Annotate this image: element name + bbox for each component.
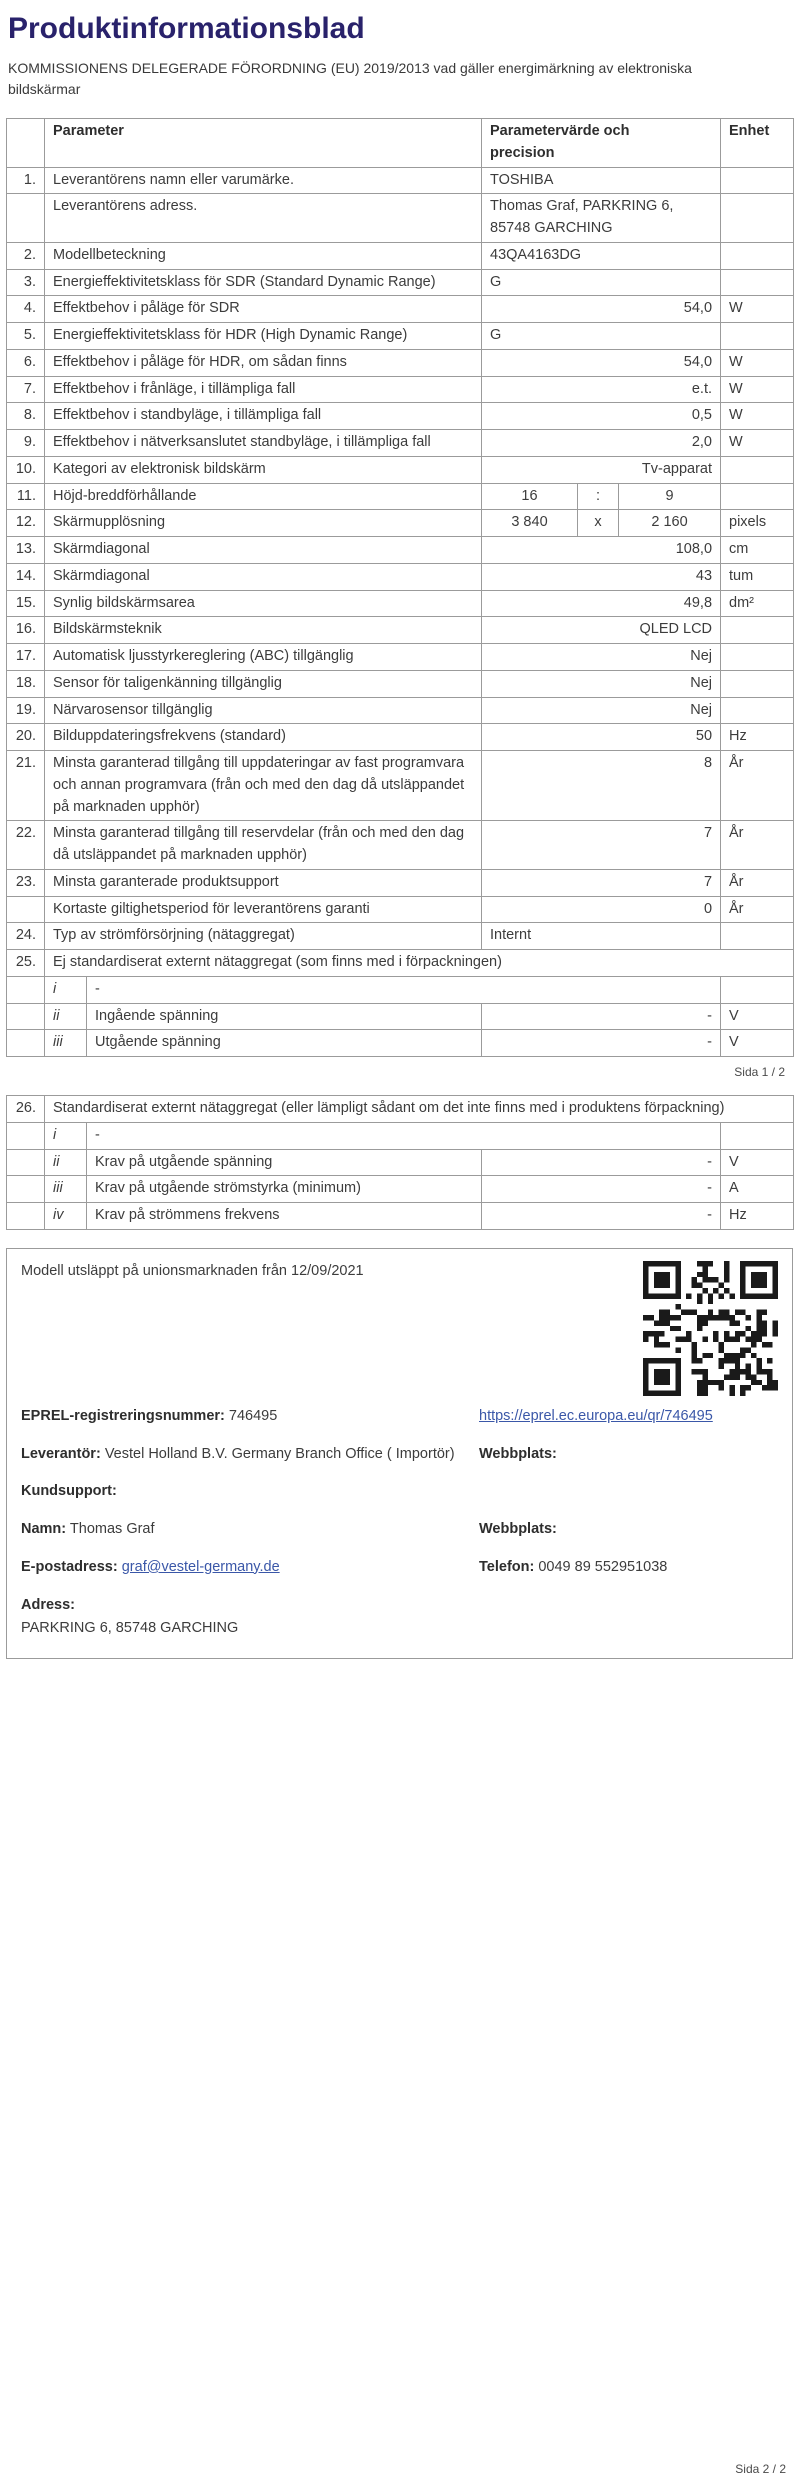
supplier-label: Leverantör: bbox=[21, 1445, 101, 1462]
table-row bbox=[7, 483, 794, 510]
eprel-number: 746495 bbox=[228, 1407, 278, 1424]
parameter-cell: Minsta garanterade produktsupport bbox=[45, 869, 482, 896]
table-row bbox=[7, 430, 794, 457]
table-row bbox=[7, 1176, 794, 1203]
unit-cell: År bbox=[721, 869, 794, 896]
value-cell: 0 bbox=[482, 896, 721, 923]
value-cell: 54,0 bbox=[482, 349, 721, 376]
value-cell: Thomas Graf, PARKRING 6, 85748 GARCHING bbox=[482, 194, 721, 243]
unit-cell bbox=[721, 167, 794, 194]
value-cell: 43 bbox=[482, 563, 721, 590]
table-row bbox=[7, 242, 794, 269]
unit-cell: pixels bbox=[721, 510, 794, 537]
unit-cell: W bbox=[721, 430, 794, 457]
address-label: Adress: bbox=[21, 1596, 75, 1613]
phone-row bbox=[479, 1557, 778, 1579]
value-cell: 9 bbox=[619, 483, 721, 510]
table-row bbox=[7, 456, 794, 483]
table-row bbox=[7, 1149, 794, 1176]
table-row bbox=[7, 296, 794, 323]
unit-cell bbox=[721, 976, 794, 1003]
table-row bbox=[7, 194, 794, 243]
row-number-cell: 12. bbox=[7, 510, 45, 537]
spacer bbox=[6, 1230, 793, 1246]
table-row bbox=[7, 697, 794, 724]
table-row bbox=[7, 1203, 794, 1230]
table-row bbox=[7, 349, 794, 376]
parameter-cell: Leverantörens adress. bbox=[45, 194, 482, 243]
table-row bbox=[7, 376, 794, 403]
header-parameter: Parameter bbox=[45, 119, 482, 168]
parameter-table-page2 bbox=[6, 1095, 794, 1230]
table-row bbox=[7, 1096, 794, 1123]
row-number-cell: 25. bbox=[7, 950, 45, 977]
parameter-cell: Sensor för taligenkänning tillgänglig bbox=[45, 670, 482, 697]
phone-label: Telefon: bbox=[479, 1558, 535, 1575]
parameter-cell: Effektbehov i standbyläge, i tillämpliga fall bbox=[45, 403, 482, 430]
table-row bbox=[7, 923, 794, 950]
unit-cell: År bbox=[721, 821, 794, 870]
unit-cell: År bbox=[721, 751, 794, 821]
supplier-name: Vestel Holland B.V. Germany Branch Office ( Importör) bbox=[104, 1445, 455, 1462]
unit-cell bbox=[721, 194, 794, 243]
unit-cell bbox=[721, 644, 794, 671]
row-number-cell bbox=[7, 976, 45, 1003]
value-cell: - bbox=[87, 1122, 721, 1149]
value-cell: 50 bbox=[482, 724, 721, 751]
table-row bbox=[7, 670, 794, 697]
table-header-row bbox=[7, 119, 794, 168]
table-row bbox=[7, 724, 794, 751]
value-cell: 2 160 bbox=[619, 510, 721, 537]
row-number-cell: 6. bbox=[7, 349, 45, 376]
row-number-cell bbox=[7, 1203, 45, 1230]
eprel-label: EPREL-registreringsnummer: bbox=[21, 1407, 225, 1424]
unit-cell bbox=[721, 323, 794, 350]
header-unit: Enhet bbox=[721, 119, 794, 168]
row-number-cell: 19. bbox=[7, 697, 45, 724]
regulation-subtitle: KOMMISSIONENS DELEGERADE FÖRORDNING (EU) 2019/2013 vad gäller energimärkning av elektroniska bildskärmar bbox=[8, 60, 692, 97]
value-cell: 2,0 bbox=[482, 430, 721, 457]
row-number-cell: 21. bbox=[7, 751, 45, 821]
value-cell: 43QA4163DG bbox=[482, 242, 721, 269]
table-row bbox=[7, 896, 794, 923]
value-cell: 54,0 bbox=[482, 296, 721, 323]
row-number-cell bbox=[7, 896, 45, 923]
value-cell: - bbox=[482, 1149, 721, 1176]
table-row bbox=[7, 403, 794, 430]
eprel-link[interactable]: https://eprel.ec.europa.eu/qr/746495 bbox=[479, 1407, 713, 1424]
row-number-cell: 3. bbox=[7, 269, 45, 296]
row-number-cell: 9. bbox=[7, 430, 45, 457]
row-number-cell: 11. bbox=[7, 483, 45, 510]
value-separator-cell: : bbox=[578, 483, 619, 510]
unit-cell bbox=[721, 923, 794, 950]
value-cell: - bbox=[482, 1176, 721, 1203]
row-number-cell bbox=[7, 1149, 45, 1176]
value-cell: TOSHIBA bbox=[482, 167, 721, 194]
page1-footer: Sida 1 / 2 bbox=[734, 1065, 785, 1079]
unit-cell bbox=[721, 1122, 794, 1149]
roman-numeral-cell: iii bbox=[45, 1176, 87, 1203]
qr-code bbox=[479, 1261, 778, 1396]
unit-cell: Hz bbox=[721, 724, 794, 751]
value-cell: 7 bbox=[482, 869, 721, 896]
row-number-cell bbox=[7, 194, 45, 243]
email-link[interactable]: graf@vestel-germany.de bbox=[121, 1558, 280, 1575]
unit-cell: V bbox=[721, 1030, 794, 1057]
parameter-cell: Skärmupplösning bbox=[45, 510, 482, 537]
table-row bbox=[7, 751, 794, 821]
row-number-cell: 4. bbox=[7, 296, 45, 323]
row-number-cell: 20. bbox=[7, 724, 45, 751]
parameter-cell: Typ av strömförsörjning (nätaggregat) bbox=[45, 923, 482, 950]
row-number-cell: 10. bbox=[7, 456, 45, 483]
row-number-cell: 23. bbox=[7, 869, 45, 896]
value-cell: QLED LCD bbox=[482, 617, 721, 644]
parameter-cell: Krav på utgående strömstyrka (minimum) bbox=[87, 1176, 482, 1203]
value-cell: 108,0 bbox=[482, 537, 721, 564]
value-cell: - bbox=[482, 1203, 721, 1230]
row-number-cell: 18. bbox=[7, 670, 45, 697]
value-cell: - bbox=[87, 976, 721, 1003]
unit-cell bbox=[721, 617, 794, 644]
row-number-cell: 26. bbox=[7, 1096, 45, 1123]
parameter-cell: Minsta garanterad tillgång till reservdelar (från och med den dag då utsläppandet på marknaden upphör) bbox=[45, 821, 482, 870]
parameter-cell: Effektbehov i påläge för SDR bbox=[45, 296, 482, 323]
unit-cell: dm² bbox=[721, 590, 794, 617]
table-row bbox=[7, 821, 794, 870]
section-label-cell: Ej standardiserat externt nätaggregat (som finns med i förpackningen) bbox=[45, 950, 794, 977]
table-row bbox=[7, 167, 794, 194]
table-row bbox=[7, 617, 794, 644]
row-number-cell bbox=[7, 1176, 45, 1203]
email-label: E-postadress: bbox=[21, 1558, 118, 1575]
parameter-cell: Bildskärmsteknik bbox=[45, 617, 482, 644]
contact-name: Thomas Graf bbox=[69, 1521, 155, 1537]
table-row bbox=[7, 1003, 794, 1030]
header-number-cell bbox=[7, 119, 45, 168]
roman-numeral-cell: i bbox=[45, 1122, 87, 1149]
row-number-cell: 13. bbox=[7, 537, 45, 564]
parameter-cell: Kategori av elektronisk bildskärm bbox=[45, 456, 482, 483]
value-cell: e.t. bbox=[482, 376, 721, 403]
row-number-cell: 14. bbox=[7, 563, 45, 590]
table-row bbox=[7, 869, 794, 896]
value-separator-cell: x bbox=[578, 510, 619, 537]
unit-cell bbox=[721, 456, 794, 483]
row-number-cell: 5. bbox=[7, 323, 45, 350]
roman-numeral-cell: i bbox=[45, 976, 87, 1003]
table-row bbox=[7, 537, 794, 564]
parameter-cell: Kortaste giltighetsperiod för leverantörens garanti bbox=[45, 896, 482, 923]
table-row bbox=[7, 644, 794, 671]
phone-number: 0049 89 552951038 bbox=[538, 1558, 668, 1575]
parameter-cell: Energieffektivitetsklass för HDR (High Dynamic Range) bbox=[45, 323, 482, 350]
value-cell: Nej bbox=[482, 644, 721, 671]
parameter-cell: Skärmdiagonal bbox=[45, 537, 482, 564]
parameter-table-page1 bbox=[6, 118, 794, 1057]
parameter-cell: Närvarosensor tillgänglig bbox=[45, 697, 482, 724]
value-cell: 7 bbox=[482, 821, 721, 870]
parameter-cell: Effektbehov i nätverksanslutet standbyläge, i tillämpliga fall bbox=[45, 430, 482, 457]
row-number-cell: 16. bbox=[7, 617, 45, 644]
unit-cell: cm bbox=[721, 537, 794, 564]
table-row bbox=[7, 976, 794, 1003]
email-row bbox=[21, 1557, 479, 1579]
row-number-cell: 15. bbox=[7, 590, 45, 617]
table-row bbox=[7, 590, 794, 617]
roman-numeral-cell: iii bbox=[45, 1030, 87, 1057]
unit-cell: A bbox=[721, 1176, 794, 1203]
parameter-cell: Krav på utgående spänning bbox=[87, 1149, 482, 1176]
value-cell: 16 bbox=[482, 483, 578, 510]
page2-footer: Sida 2 / 2 bbox=[735, 2462, 786, 2476]
parameter-cell: Leverantörens namn eller varumärke. bbox=[45, 167, 482, 194]
parameter-cell: Bilduppdateringsfrekvens (standard) bbox=[45, 724, 482, 751]
unit-cell: W bbox=[721, 296, 794, 323]
parameter-cell: Ingående spänning bbox=[87, 1003, 482, 1030]
parameter-cell: Modellbeteckning bbox=[45, 242, 482, 269]
supplier-row bbox=[21, 1444, 479, 1466]
website-label-2: Webbplats: bbox=[479, 1521, 557, 1537]
unit-cell bbox=[721, 697, 794, 724]
row-number-cell: 2. bbox=[7, 242, 45, 269]
value-cell: 8 bbox=[482, 751, 721, 821]
address-value: PARKRING 6, 85748 GARCHING bbox=[21, 1620, 239, 1637]
parameter-cell: Effektbehov i frånläge, i tillämpliga fall bbox=[45, 376, 482, 403]
unit-cell: W bbox=[721, 403, 794, 430]
value-cell: - bbox=[482, 1003, 721, 1030]
value-cell: 3 840 bbox=[482, 510, 578, 537]
roman-numeral-cell: iv bbox=[45, 1203, 87, 1230]
row-number-cell: 17. bbox=[7, 644, 45, 671]
parameter-cell: Automatisk ljusstyrkereglering (ABC) tillgänglig bbox=[45, 644, 482, 671]
table-row bbox=[7, 323, 794, 350]
parameter-cell: Skärmdiagonal bbox=[45, 563, 482, 590]
unit-cell bbox=[721, 483, 794, 510]
address-row bbox=[21, 1595, 479, 1641]
website-label-1: Webbplats: bbox=[479, 1445, 557, 1462]
value-cell: Nej bbox=[482, 697, 721, 724]
parameter-cell: Minsta garanterad tillgång till uppdateringar av fast programvara och annan programvara (från och med den dag då utsläppandet på marknaden upphör) bbox=[45, 751, 482, 821]
unit-cell: Hz bbox=[721, 1203, 794, 1230]
roman-numeral-cell: ii bbox=[45, 1003, 87, 1030]
value-cell: 0,5 bbox=[482, 403, 721, 430]
value-cell: 49,8 bbox=[482, 590, 721, 617]
unit-cell: W bbox=[721, 349, 794, 376]
parameter-cell: Energieffektivitetsklass för SDR (Standard Dynamic Range) bbox=[45, 269, 482, 296]
parameter-cell: Höjd-breddförhållande bbox=[45, 483, 482, 510]
eprel-registration bbox=[21, 1406, 479, 1428]
supplier-info-box bbox=[6, 1248, 793, 1659]
market-release-text: Modell utsläppt på unionsmarknaden från 12/09/2021 bbox=[21, 1262, 364, 1279]
contact-name-row bbox=[21, 1519, 479, 1541]
value-cell: Tv-apparat bbox=[482, 456, 721, 483]
value-cell: G bbox=[482, 269, 721, 296]
unit-cell: V bbox=[721, 1003, 794, 1030]
unit-cell: tum bbox=[721, 563, 794, 590]
value-cell: G bbox=[482, 323, 721, 350]
page-title: Produktinformationsblad bbox=[8, 12, 365, 45]
row-number-cell: 24. bbox=[7, 923, 45, 950]
section-label-cell: Standardiserat externt nätaggregat (eller lämpligt sådant om det inte finns med i produktens förpackning) bbox=[45, 1096, 794, 1123]
value-cell: - bbox=[482, 1030, 721, 1057]
parameter-cell: Krav på strömmens frekvens bbox=[87, 1203, 482, 1230]
table-row bbox=[7, 563, 794, 590]
row-number-cell bbox=[7, 1122, 45, 1149]
parameter-cell: Synlig bildskärmsarea bbox=[45, 590, 482, 617]
row-number-cell: 1. bbox=[7, 167, 45, 194]
unit-cell bbox=[721, 269, 794, 296]
unit-cell bbox=[721, 670, 794, 697]
parameter-cell: Utgående spänning bbox=[87, 1030, 482, 1057]
header-value: Parametervärde och precision bbox=[482, 119, 721, 168]
unit-cell: V bbox=[721, 1149, 794, 1176]
roman-numeral-cell: ii bbox=[45, 1149, 87, 1176]
unit-cell bbox=[721, 242, 794, 269]
name-label: Namn: bbox=[21, 1521, 67, 1537]
value-cell: Nej bbox=[482, 670, 721, 697]
row-number-cell bbox=[7, 1030, 45, 1057]
table-row bbox=[7, 1030, 794, 1057]
row-number-cell: 8. bbox=[7, 403, 45, 430]
unit-cell: År bbox=[721, 896, 794, 923]
customer-support-label: Kundsupport: bbox=[21, 1483, 117, 1500]
table-row bbox=[7, 1122, 794, 1149]
parameter-cell: Effektbehov i påläge för HDR, om sådan finns bbox=[45, 349, 482, 376]
unit-cell: W bbox=[721, 376, 794, 403]
table-row bbox=[7, 510, 794, 537]
row-number-cell: 7. bbox=[7, 376, 45, 403]
value-cell: Internt bbox=[482, 923, 721, 950]
row-number-cell: 22. bbox=[7, 821, 45, 870]
table-row bbox=[7, 269, 794, 296]
table-row bbox=[7, 950, 794, 977]
row-number-cell bbox=[7, 1003, 45, 1030]
